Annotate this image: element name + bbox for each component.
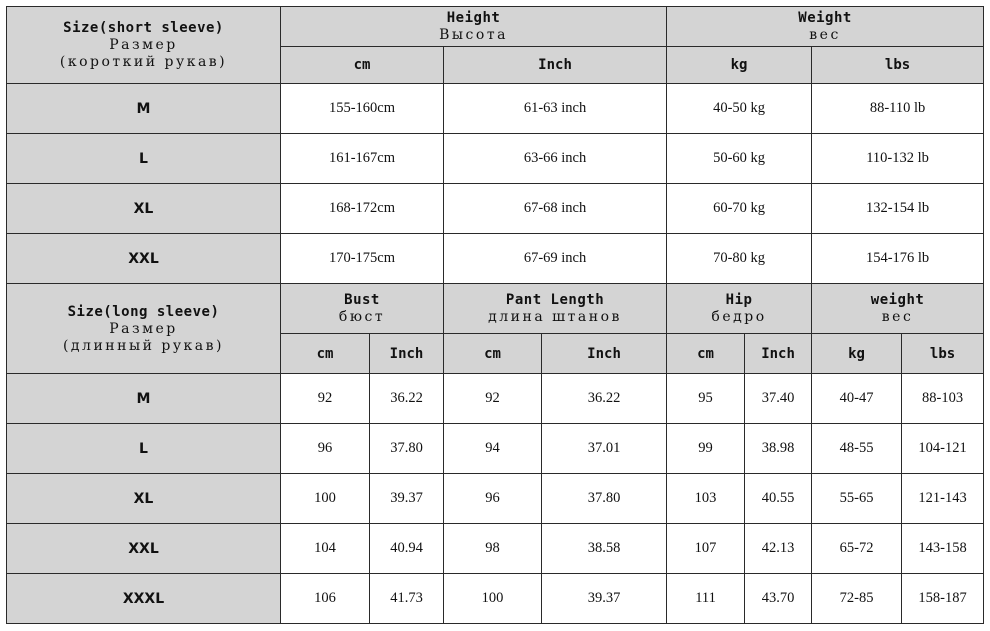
hip-cm-cell: 99 xyxy=(667,424,745,474)
weight-kg-header: kg xyxy=(667,47,812,84)
bust-inch-cell: 36.22 xyxy=(370,374,444,424)
size-cell: M xyxy=(7,374,281,424)
bust-header-en: Bust xyxy=(344,292,380,308)
bust-inch-header: Inch xyxy=(370,334,444,374)
pant-inch-cell: 36.22 xyxy=(542,374,667,424)
hip-inch-cell: 43.70 xyxy=(745,574,812,624)
bust-cm-header: cm xyxy=(281,334,370,374)
weight-header-ru: вес xyxy=(809,27,841,43)
hip-cm-cell: 103 xyxy=(667,474,745,524)
pant-cm-cell: 100 xyxy=(444,574,542,624)
bust-inch-cell: 37.80 xyxy=(370,424,444,474)
size-cell: XXXL xyxy=(7,574,281,624)
size-cell: XXL xyxy=(7,234,281,284)
size-cell: L xyxy=(7,134,281,184)
lbs-cell: 88-103 xyxy=(902,374,984,424)
weight-lbs-cell: 110-132 lb xyxy=(812,134,984,184)
height-header-ru: Высота xyxy=(439,27,508,43)
hip-cm-cell: 95 xyxy=(667,374,745,424)
long-sleeve-title-ru: Размер xyxy=(109,320,178,337)
long-weight-header xyxy=(812,284,984,334)
weight-lbs-cell: 132-154 lb xyxy=(812,184,984,234)
lbs-cell: 158-187 xyxy=(902,574,984,624)
hip-inch-header: Inch xyxy=(745,334,812,374)
hip-inch-cell: 38.98 xyxy=(745,424,812,474)
height-cm-cell: 168-172cm xyxy=(281,184,444,234)
hip-cm-cell: 107 xyxy=(667,524,745,574)
long-sleeve-title-en: Size(long sleeve) xyxy=(67,303,220,320)
kg-cell: 40-47 xyxy=(812,374,902,424)
hip-inch-cell: 42.13 xyxy=(745,524,812,574)
size-chart xyxy=(6,6,983,624)
pant-inch-cell: 38.58 xyxy=(542,524,667,574)
pant-cm-header: cm xyxy=(444,334,542,374)
bust-inch-cell: 40.94 xyxy=(370,524,444,574)
long-weight-header-en: weight xyxy=(870,292,925,308)
height-inch-cell: 63-66 inch xyxy=(444,134,667,184)
height-cm-cell: 161-167cm xyxy=(281,134,444,184)
weight-header-en: Weight xyxy=(798,10,852,26)
height-inch-header: Inch xyxy=(444,47,667,84)
bust-cm-cell: 100 xyxy=(281,474,370,524)
pant-inch-cell: 37.80 xyxy=(542,474,667,524)
short-sleeve-title-ru2: (короткий рукав) xyxy=(59,54,228,70)
size-cell: XL xyxy=(7,474,281,524)
weight-kg-cell: 50-60 kg xyxy=(667,134,812,184)
height-inch-cell: 67-69 inch xyxy=(444,234,667,284)
height-inch-cell: 61-63 inch xyxy=(444,84,667,134)
table-row xyxy=(7,84,984,134)
pant-cm-cell: 96 xyxy=(444,474,542,524)
bust-cm-cell: 104 xyxy=(281,524,370,574)
short-sleeve-title-ru: Размер xyxy=(109,37,178,53)
table-row xyxy=(7,234,984,284)
weight-kg-cell: 40-50 kg xyxy=(667,84,812,134)
bust-cm-cell: 106 xyxy=(281,574,370,624)
bust-inch-cell: 41.73 xyxy=(370,574,444,624)
hip-cm-cell: 111 xyxy=(667,574,745,624)
pant-cm-cell: 92 xyxy=(444,374,542,424)
table-row xyxy=(7,374,984,424)
kg-cell: 55-65 xyxy=(812,474,902,524)
weight-kg-cell: 70-80 kg xyxy=(667,234,812,284)
pant-cm-cell: 94 xyxy=(444,424,542,474)
size-cell: M xyxy=(7,84,281,134)
kg-cell: 72-85 xyxy=(812,574,902,624)
bust-cm-cell: 92 xyxy=(281,374,370,424)
pant-length-header xyxy=(444,284,667,334)
short-sleeve-title-en: Size(short sleeve) xyxy=(63,20,224,36)
long-weight-header-ru: вес xyxy=(881,309,914,325)
lbs-cell: 104-121 xyxy=(902,424,984,474)
size-cell: L xyxy=(7,424,281,474)
hip-header-ru: бедро xyxy=(711,309,767,325)
bust-header-ru: бюст xyxy=(338,309,386,325)
bust-header xyxy=(281,284,444,334)
pant-length-header-ru: длина штанов xyxy=(488,309,622,325)
size-cell: XXL xyxy=(7,524,281,574)
hip-cm-header: cm xyxy=(667,334,745,374)
short-sleeve-size-header xyxy=(7,7,281,84)
bust-cm-cell: 96 xyxy=(281,424,370,474)
pant-length-header-en: Pant Length xyxy=(505,292,605,308)
table-row xyxy=(7,134,984,184)
height-cm-cell: 155-160cm xyxy=(281,84,444,134)
weight-header xyxy=(667,7,984,47)
hip-inch-cell: 37.40 xyxy=(745,374,812,424)
long-lbs-header: lbs xyxy=(902,334,984,374)
pant-inch-header: Inch xyxy=(542,334,667,374)
bust-inch-cell: 39.37 xyxy=(370,474,444,524)
weight-lbs-cell: 88-110 lb xyxy=(812,84,984,134)
table-row xyxy=(7,424,984,474)
kg-cell: 48-55 xyxy=(812,424,902,474)
pant-inch-cell: 39.37 xyxy=(542,574,667,624)
pant-cm-cell: 98 xyxy=(444,524,542,574)
size-cell: XL xyxy=(7,184,281,234)
size-chart-table xyxy=(6,6,984,624)
weight-lbs-header: lbs xyxy=(812,47,984,84)
height-header xyxy=(281,7,667,47)
height-cm-cell: 170-175cm xyxy=(281,234,444,284)
height-cm-header: cm xyxy=(281,47,444,84)
table-row xyxy=(7,574,984,624)
kg-cell: 65-72 xyxy=(812,524,902,574)
long-sleeve-title-ru2: (длинный рукав) xyxy=(62,337,225,354)
table-row xyxy=(7,524,984,574)
lbs-cell: 143-158 xyxy=(902,524,984,574)
long-sleeve-size-header xyxy=(7,284,281,374)
hip-header xyxy=(667,284,812,334)
hip-inch-cell: 40.55 xyxy=(745,474,812,524)
weight-lbs-cell: 154-176 lb xyxy=(812,234,984,284)
table-row xyxy=(7,474,984,524)
pant-inch-cell: 37.01 xyxy=(542,424,667,474)
height-header-en: Height xyxy=(446,10,501,26)
long-kg-header: kg xyxy=(812,334,902,374)
weight-kg-cell: 60-70 kg xyxy=(667,184,812,234)
height-inch-cell: 67-68 inch xyxy=(444,184,667,234)
lbs-cell: 121-143 xyxy=(902,474,984,524)
hip-header-en: Hip xyxy=(725,292,753,308)
table-row xyxy=(7,184,984,234)
